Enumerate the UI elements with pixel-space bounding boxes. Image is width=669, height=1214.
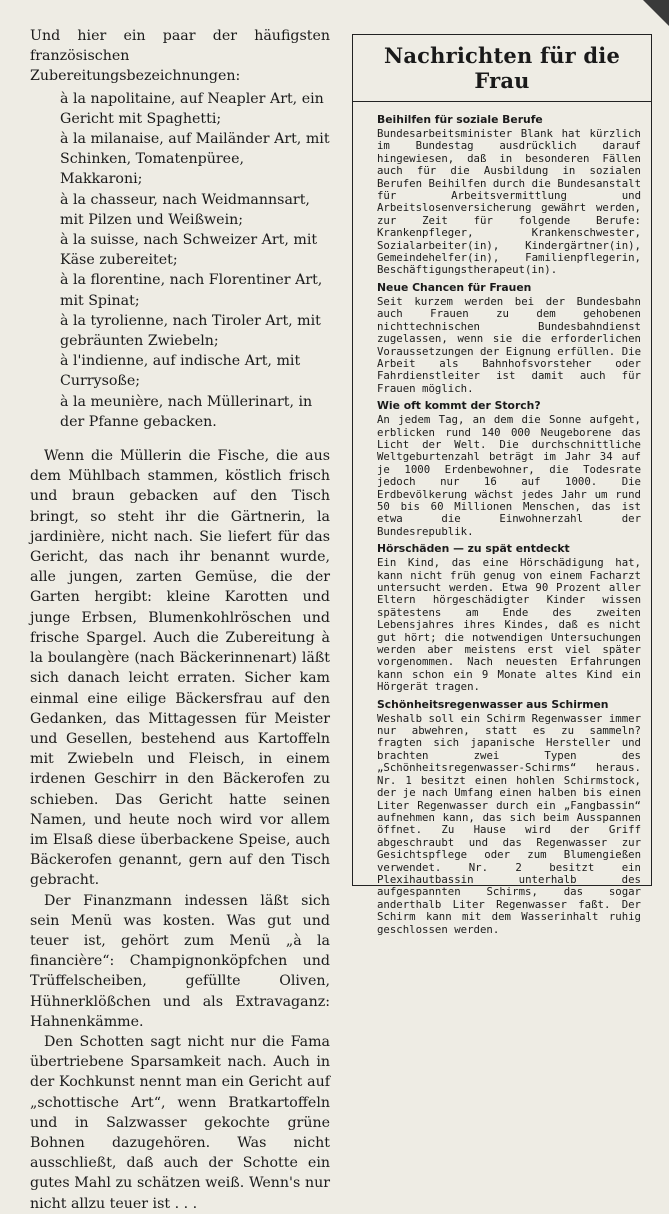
news-article [377, 542, 641, 693]
article-text: Seit kurzem werden bei der Bundesbahn auch Frauen zu dem gehobenen nichttechnischen Bundesbahndienst zugelassen, wenn sie die erforderlichen Voraussetzungen der Eignung erfüllen. Die Arbeit als Bahnhofsvorsteher oder Fahrdienstleiter ist damit auch für Frauen möglich. [377, 294, 641, 395]
news-article [377, 113, 641, 277]
article-text: Bundesarbeitsminister Blank hat kürzlich im Bundestag ausdrücklich darauf hingewiesen, daß in besonderen Fällen auch für die Ausbildung in sozialen Berufen Beihilfen durch die Bundesanstalt für Arbeitsvermittlung und Arbeitslosenversicherung gewährt werden, zur Zeit für folgende Berufe: Krankenpfleger, Krankenschwester, Sozialarbeiter(in), Kindergärtner(in), Gemeindehelfer(in), Familienpflegerin, Beschäftigungstherapeut(in). [377, 127, 641, 277]
news-list [353, 102, 651, 936]
recipe-item: à la meunière, nach Müllerinart, in der Pfanne gebacken. [60, 393, 313, 430]
article-heading: Neue Chancen für Frauen [377, 280, 532, 294]
news-article [377, 281, 641, 395]
recipe-item: à la suisse, nach Schweizer Art, mit Käse zubereitet; [60, 232, 318, 269]
article-heading: Schönheitsregenwasser aus Schirmen [377, 697, 609, 711]
intro-text: Und hier ein paar der häufigsten französischen Zubereitungsbezeichnungen: [30, 28, 330, 85]
recipe-item: à la chasseur, nach Weidmannsart, mit Pilzen und Weißwein; [60, 191, 310, 228]
body-paragraph: Der Finanzmann indessen läßt sich sein Menü was kosten. Was gut und teuer ist, gehört zum Menü „à la financière“: Champignonköpfchen und Trüffelscheiben, gefüllte Oliven, Hühnerklößchen und als Extravaganz: Hahnenkämme. [30, 892, 330, 1030]
article-heading: Beihilfen für soziale Berufe [377, 113, 543, 126]
body-paragraph: Den Schotten sagt nicht nur die Fama übertriebene Sparsamkeit nach. Auch in der Kochkunst nennt man ein Gericht auf „schottische Art“, wenn Bratkartoffeln und in Salzwasser gekochte grüne Bohnen dazugehören. Was nicht ausschließt, daß auch der Schotte ein gutes Mahl zu schätzen weiß. Wenn's nur nicht allzu teuer ist . . . [30, 1033, 330, 1212]
body-paragraph: Wenn die Müllerin die Fische, die aus dem Mühlbach stammen, köstlich frisch und braun gebacken auf den Tisch bringt, so steht ihr die Gärtnerin, la jardinière, nicht nach. Sie liefert für das Gericht, das nach ihr benannt wurde, alle jungen, zarten Gemüse, die der Garten hergibt: kleine Karotten und junge Erbsen, Blumenkohlröschen und frische Spargel. Auch die Zubereitung à la boulangère (nach Bäckerinnenart) läßt sich danach leicht erraten. Sicher kam einmal eine eilige Bäckersfrau auf den Gedanken, das Mittagessen für Meister und Gesellen, bestehend aus Kartoffeln mit Zwiebeln und Fleisch, in einem irdenen Geschirr in den Bäckerofen zu schieben. Das Gericht hatte seinen Namen, und heute noch wird vor allem im Elsaß diese überbackene Speise, auch Bäckerofen genannt, gern auf den Tisch gebracht. [30, 448, 330, 889]
left-column [30, 26, 330, 1214]
article-heading: Wie oft kommt der Storch? [377, 399, 541, 413]
article-text: An jedem Tag, an dem die Sonne aufgeht, erblicken rund 140 000 Neugeborene das Licht der Welt. Die durchschnittliche Weltgeburtenzahl beträgt im Jahr 34 auf je 1000 Erdenbewohner, die Todesrate jedoch nur 16 auf 1000. Die Erdbevölkerung wächst jedes Jahr um rund 50 bis 60 Millionen Menschen, das ist etwa die Einwohnerzahl der Bundesrepublik. [377, 413, 641, 538]
recipe-item: à la napolitaine, auf Neapler Art, ein Gericht mit Spaghetti; [60, 90, 324, 127]
recipe-item: à l'indienne, auf indische Art, mit Currysoße; [60, 353, 301, 390]
news-box [352, 34, 652, 936]
article-heading: Hörschäden — zu spät entdeckt [377, 542, 570, 556]
recipe-list [60, 89, 330, 432]
recipe-item: à la tyrolienne, nach Tiroler Art, mit gebräunten Zwiebeln; [60, 312, 321, 350]
news-article [377, 399, 641, 538]
news-box-title: Nachrichten für die Frau [353, 35, 651, 102]
article-text: Weshalb soll ein Schirm Regenwasser immer nur abwehren, statt es zu sammeln? fragten sich japanische Hersteller und brachten zwei Typen des „Schönheitsregenwasser-Schirms“ heraus. Nr. 1 besitzt einen hohlen Schirmstock, der je nach Umfang einen halben bis einen Liter Regenwasser durch ein „Fangbassin“ aufnehmen kann, das sich beim Ausspannen öffnet. Zu Hause wird der Griff abgeschraubt und das Regenwasser zur Gesichtspflege oder zum Blumengießen verwendet. Nr. 2 besitzt ein Plexihautbassin unterhalb des aufgespannten Schirms, das sogar anderthalb Liter Regenwasser faßt. Der Schirm kann mit dem Wasserinhalt ruhig geschlossen werden. [377, 711, 641, 936]
article-text: Ein Kind, das eine Hörschädigung hat, kann nicht früh genug von einem Facharzt untersucht werden. Etwa 90 Prozent aller Eltern hörgeschädigter Kinder wissen spätestens am Ende des zweiten Lebensjahres ihres Kindes, daß es nicht gut hört; die notwendigen Untersuchungen werden aber meistens erst viel später vorgenommen. Nach neuesten Erfahrungen kann schon ein 9 Monate altes Kind ein Hörgerät tragen. [377, 556, 641, 694]
news-article [377, 698, 641, 936]
page-corner-shadow [643, 0, 669, 26]
recipe-item: à la milanaise, auf Mailänder Art, mit Schinken, Tomatenpüree, Makkaroni; [60, 131, 330, 188]
recipe-item: à la florentine, nach Florentiner Art, mit Spinat; [60, 272, 323, 309]
